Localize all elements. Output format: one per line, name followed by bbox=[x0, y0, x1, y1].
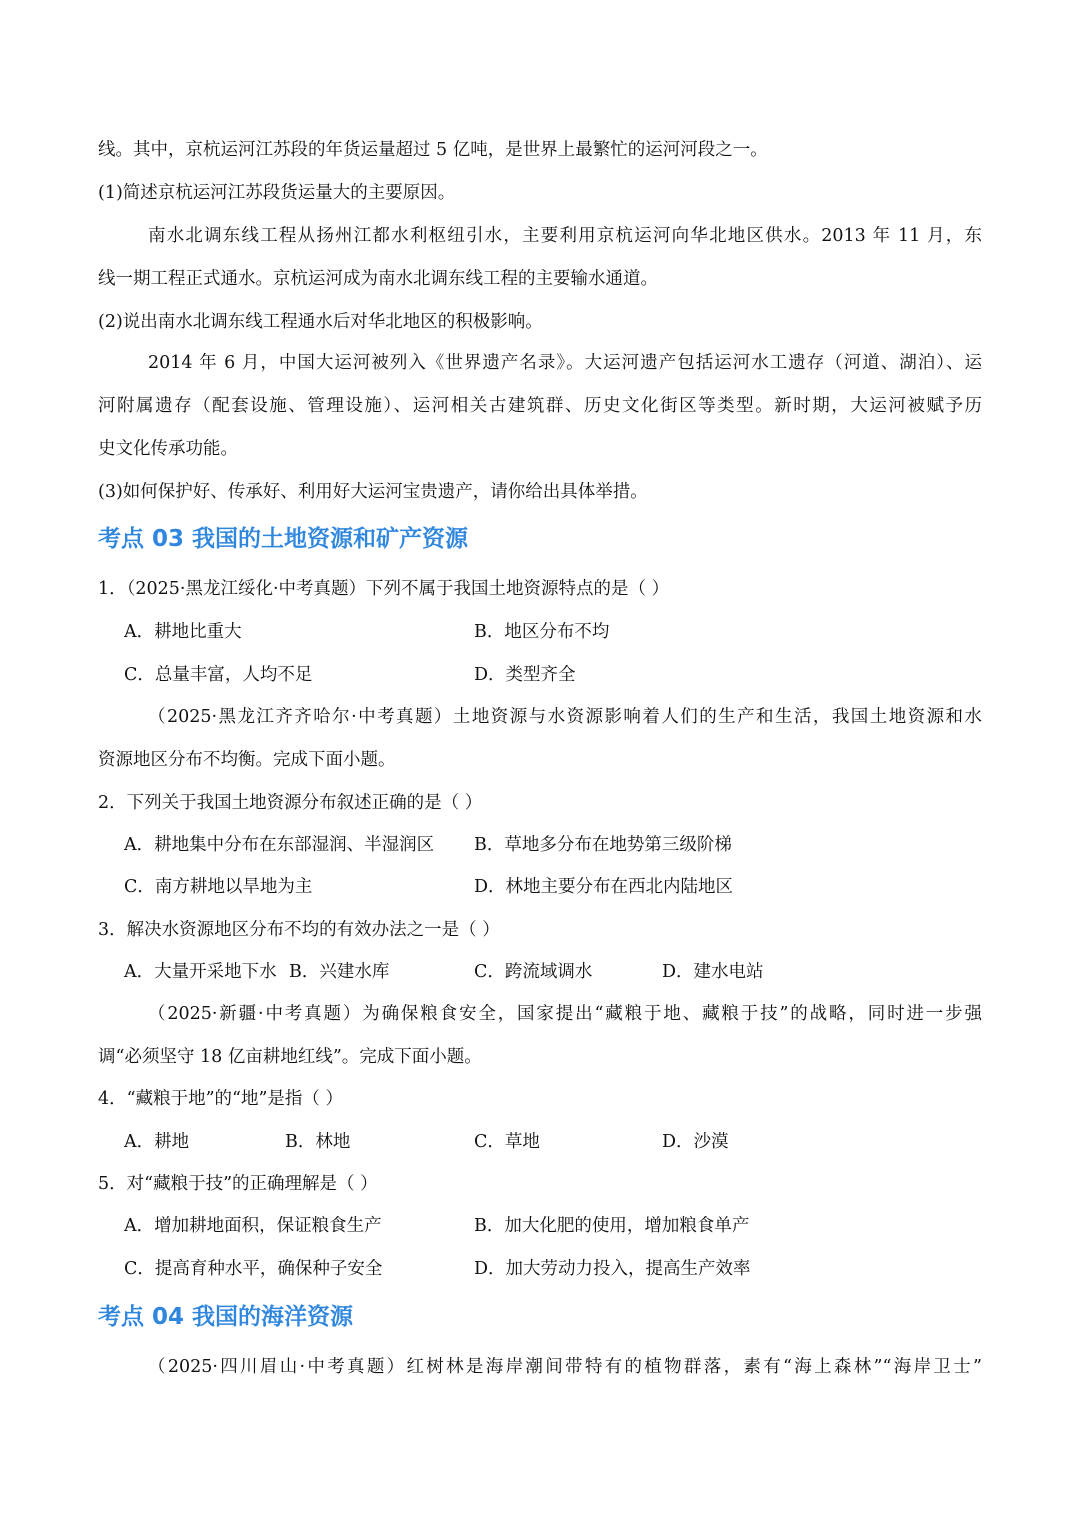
item-1-option-d: D．类型齐全 bbox=[474, 665, 576, 685]
paragraph-line: 2014 年 6 月，中国大运河被列入《世界遗产名录》。大运河遗产包括运河水工遗存（河道、湖泊）、运 bbox=[148, 353, 982, 373]
section-heading-04: 考点 04 我国的海洋资源 bbox=[98, 1304, 354, 1330]
paragraph-line: 河附属遗存（配套设施、管理设施）、运河相关古建筑群、历史文化街区等类型。新时期，大运河被赋予历 bbox=[98, 396, 982, 416]
section-heading-03: 考点 03 我国的土地资源和矿产资源 bbox=[98, 526, 469, 552]
question-1: (1)简述京杭运河江苏段货运量大的主要原因。 bbox=[98, 183, 456, 203]
item-4-stem: 4．“藏粮于地”的“地”是指（ ） bbox=[98, 1089, 343, 1109]
question-3: (3)如何保护好、传承好、利用好大运河宝贵遗产，请你给出具体举措。 bbox=[98, 482, 648, 502]
item-5-option-c: C．提高育种水平，确保种子安全 bbox=[124, 1259, 383, 1279]
item-5-option-b: B．加大化肥的使用，增加粮食单产 bbox=[474, 1216, 750, 1236]
question-2: (2)说出南水北调东线工程通水后对华北地区的积极影响。 bbox=[98, 312, 543, 332]
item-3-option-b: B．兴建水库 bbox=[289, 962, 390, 982]
item-2-option-d: D．林地主要分布在西北内陆地区 bbox=[474, 877, 734, 897]
item-1-stem: 1．（2025·黑龙江绥化·中考真题）下列不属于我国土地资源特点的是（ ） bbox=[98, 579, 670, 599]
item-3-option-a: A．大量开采地下水 bbox=[124, 962, 277, 982]
item-4-option-b: B．林地 bbox=[285, 1132, 351, 1152]
context-3-line: （2025·四川眉山·中考真题）红树林是海岸潮间带特有的植物群落，素有“海上森林”“海岸卫士” bbox=[148, 1357, 982, 1377]
item-1-option-b: B．地区分布不均 bbox=[474, 622, 610, 642]
item-5-option-d: D．加大劳动力投入，提高生产效率 bbox=[474, 1259, 751, 1279]
paragraph-line: 线一期工程正式通水。京杭运河成为南水北调东线工程的主要输水通道。 bbox=[98, 269, 658, 289]
paragraph-line: 史文化传承功能。 bbox=[98, 439, 238, 459]
item-3-option-c: C．跨流域调水 bbox=[474, 962, 593, 982]
context-2-line: （2025·新疆·中考真题）为确保粮食安全，国家提出“藏粮于地、藏粮于技”的战略，同时进一步强 bbox=[148, 1004, 982, 1024]
context-2-line: 调“必须坚守 18 亿亩耕地红线”。完成下面小题。 bbox=[98, 1047, 482, 1067]
item-5-stem: 5．对“藏粮于技”的正确理解是（ ） bbox=[98, 1174, 378, 1194]
item-1-option-c: C．总量丰富，人均不足 bbox=[124, 665, 313, 685]
item-4-option-d: D．沙漠 bbox=[662, 1132, 729, 1152]
item-3-option-d: D．建水电站 bbox=[662, 962, 764, 982]
context-1-line: （2025·黑龙江齐齐哈尔·中考真题）土地资源与水资源影响着人们的生产和生活，我国土地资源和水 bbox=[148, 707, 982, 727]
item-4-option-c: C．草地 bbox=[474, 1132, 540, 1152]
item-5-option-a: A．增加耕地面积，保证粮食生产 bbox=[124, 1216, 382, 1236]
context-1-line: 资源地区分布不均衡。完成下面小题。 bbox=[98, 750, 396, 770]
item-2-option-b: B．草地多分布在地势第三级阶梯 bbox=[474, 835, 732, 855]
paragraph-line: 南水北调东线工程从扬州江都水利枢纽引水，主要利用京杭运河向华北地区供水。2013 年 11 月，东 bbox=[148, 226, 982, 246]
item-2-option-a: A．耕地集中分布在东部湿润、半湿润区 bbox=[124, 835, 435, 855]
item-2-option-c: C．南方耕地以旱地为主 bbox=[124, 877, 313, 897]
item-3-stem: 3．解决水资源地区分布不均的有效办法之一是（ ） bbox=[98, 920, 500, 940]
paragraph-line: 线。其中，京杭运河江苏段的年货运量超过 5 亿吨，是世界上最繁忙的运河河段之一。 bbox=[98, 140, 768, 160]
item-1-option-a: A．耕地比重大 bbox=[124, 622, 242, 642]
item-4-option-a: A．耕地 bbox=[124, 1132, 190, 1152]
item-2-stem: 2．下列关于我国土地资源分布叙述正确的是（ ） bbox=[98, 793, 483, 813]
